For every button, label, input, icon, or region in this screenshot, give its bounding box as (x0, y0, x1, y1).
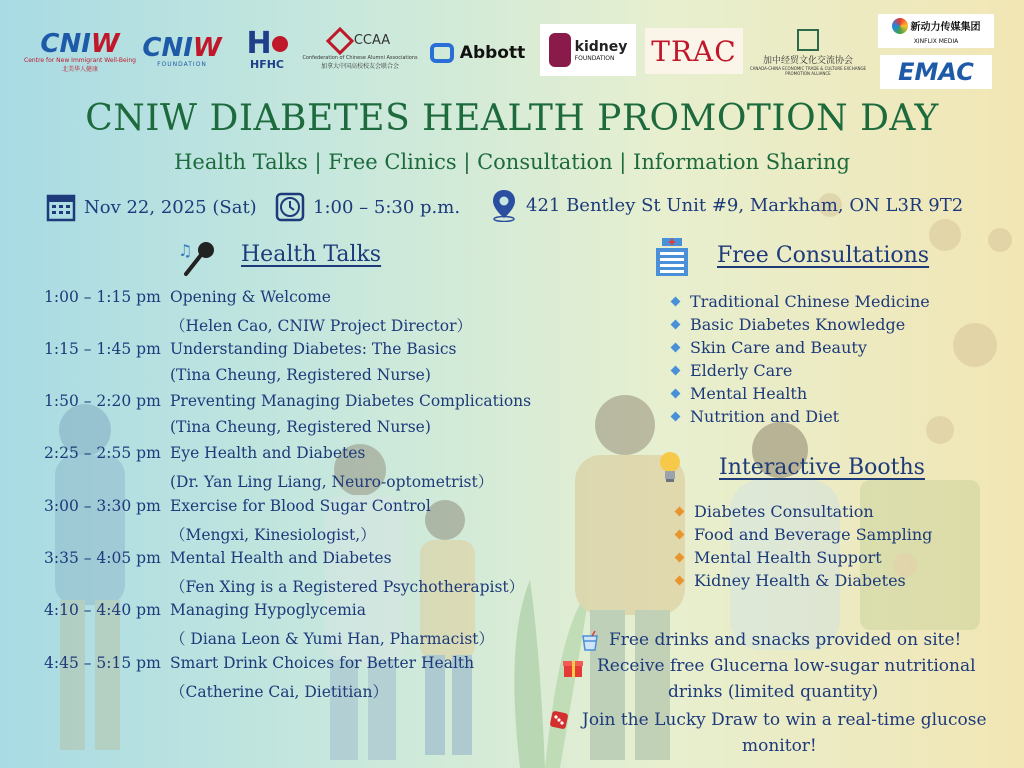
event-date (46, 192, 257, 222)
event-address-text: 421 Bentley St Unit #9, Markham, ON L3R 9T2 (526, 194, 964, 216)
cniw-logo: CNIW Centre for New Immigrant Well-Being 北美华人健康 (24, 29, 136, 73)
talk-item: 4:10 – 4:40 pm Managing Hypoglycemia （ Diana Leon & Yumi Han, Pharmacist） (44, 601, 495, 648)
trac-logo: TRAC (645, 28, 743, 74)
glucerna-note-line1: Receive free Glucerna low-sugar nutritional (597, 656, 976, 676)
ccetc-logo: 加中经贸文化交流协会 CANADA-CHINA ECONOMIC TRADE & CULTURE EXCHANGE PROMOTION ALLIANCE (748, 24, 868, 80)
dice-icon (549, 710, 569, 730)
talk-item: 4:45 – 5:15 pm Smart Drink Choices for Better Health （Catherine Cai, Dietitian） (44, 654, 475, 701)
event-time (275, 192, 460, 222)
interactive-booths-heading: Interactive Booths (719, 455, 925, 480)
booth-list (676, 500, 932, 592)
page-title: CNIW DIABETES HEALTH PROMOTION DAY (85, 98, 939, 139)
talk-item: 1:00 – 1:15 pm Opening & Welcome （Helen Cao, CNIW Project Director） (44, 288, 473, 335)
list-item: Kidney Health & Diabetes (676, 569, 932, 592)
list-item: Skin Care and Beauty (672, 336, 930, 359)
list-item: Elderly Care (672, 359, 930, 382)
event-time-text: 1:00 – 5:30 p.m. (313, 196, 461, 218)
talk-item: 3:35 – 4:05 pm Mental Health and Diabetes （Fen Xing is a Registered Psychotherapist） (44, 549, 525, 596)
free-consultations-heading: Free Consultations (717, 243, 930, 268)
gift-icon (562, 656, 584, 678)
talk-item: 3:00 – 3:30 pm Exercise for Blood Sugar Control （Mengxi, Kinesiologist,） (44, 497, 431, 544)
talk-item: 2:25 – 2:55 pm Eye Health and Diabetes (Dr. Yan Ling Liang, Neuro-optometrist） (44, 444, 494, 491)
svg-text:♫: ♫ (178, 241, 193, 260)
hfhc-logo: H HFHC (236, 28, 298, 72)
lucky-draw-note-line2: monitor! (742, 736, 817, 756)
ccaa-logo: CCAA Confederation of Chinese Alumni Associations 加拿大中国高校校友会联合会 (305, 22, 415, 78)
talk-item: 1:50 – 2:20 pm Preventing Managing Diabetes Complications (Tina Cheung, Registered Nurse) (44, 392, 532, 436)
cniw-foundation-logo: CNIW FOUNDATION (142, 32, 222, 68)
location-pin-icon (490, 188, 518, 222)
event-location (490, 188, 963, 222)
calendar-icon (46, 192, 76, 222)
lucky-draw-note-line1: Join the Lucky Draw to win a real-time glucose (582, 710, 987, 730)
microphone-icon (176, 238, 220, 278)
lightbulb-icon (658, 450, 682, 484)
list-item: Mental Health Support (676, 546, 932, 569)
list-item: Basic Diabetes Knowledge (672, 313, 930, 336)
list-item: Nutrition and Diet (672, 405, 930, 428)
talk-item: 1:15 – 1:45 pm Understanding Diabetes: The Basics (Tina Cheung, Registered Nurse) (44, 340, 457, 384)
event-date-text: Nov 22, 2025 (Sat) (84, 196, 257, 218)
abbott-logo: Abbott (420, 36, 535, 70)
drinks-note: Free drinks and snacks provided on site! (609, 630, 962, 650)
list-item: Diabetes Consultation (676, 500, 932, 523)
clock-icon (275, 192, 305, 222)
hospital-icon (652, 236, 692, 278)
health-talks-heading: Health Talks (241, 242, 382, 267)
list-item: Traditional Chinese Medicine (672, 290, 930, 313)
page-subtitle: Health Talks | Free Clinics | Consultation | Information Sharing (174, 150, 850, 174)
list-item: Food and Beverage Sampling (676, 523, 932, 546)
drink-icon (580, 630, 600, 652)
kidney-foundation-logo: kidney FOUNDATION (540, 24, 636, 76)
xinflix-media-logo: 新动力传媒集团 XINFLIX MEDIA (878, 14, 994, 48)
glucerna-note-line2: drinks (limited quantity) (668, 682, 879, 702)
consultation-list (672, 290, 930, 428)
emac-logo: EMAC (880, 55, 992, 89)
list-item: Mental Health (672, 382, 930, 405)
